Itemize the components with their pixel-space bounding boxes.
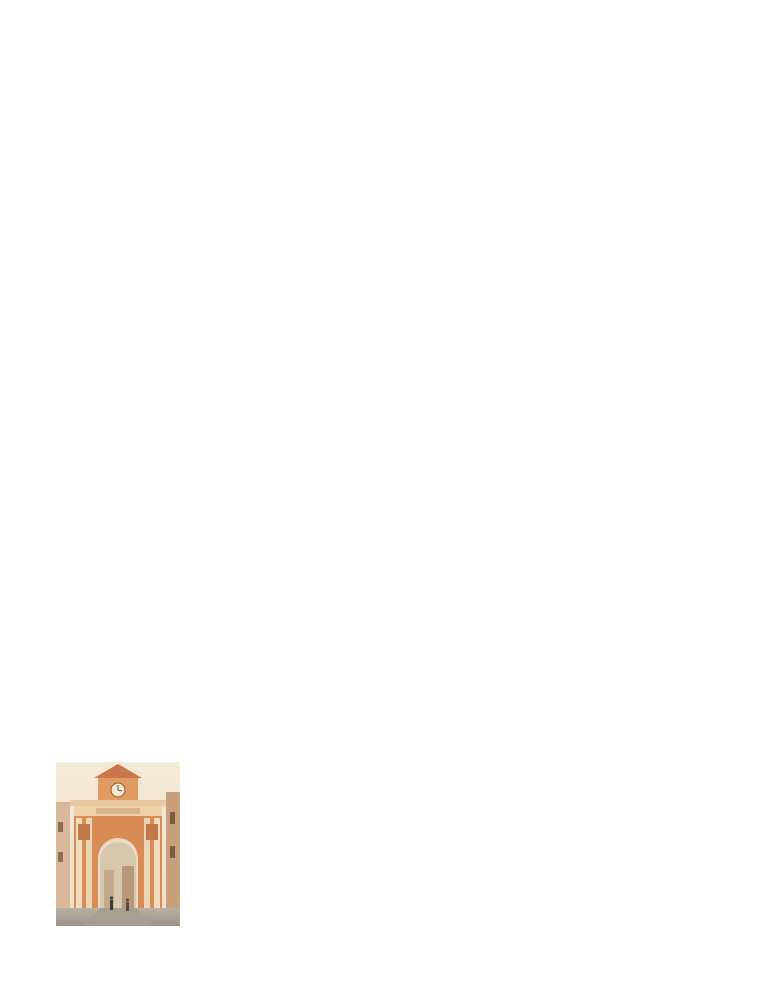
author-block (140, 357, 339, 366)
arch-photo (56, 762, 180, 926)
section-label (347, 252, 356, 276)
